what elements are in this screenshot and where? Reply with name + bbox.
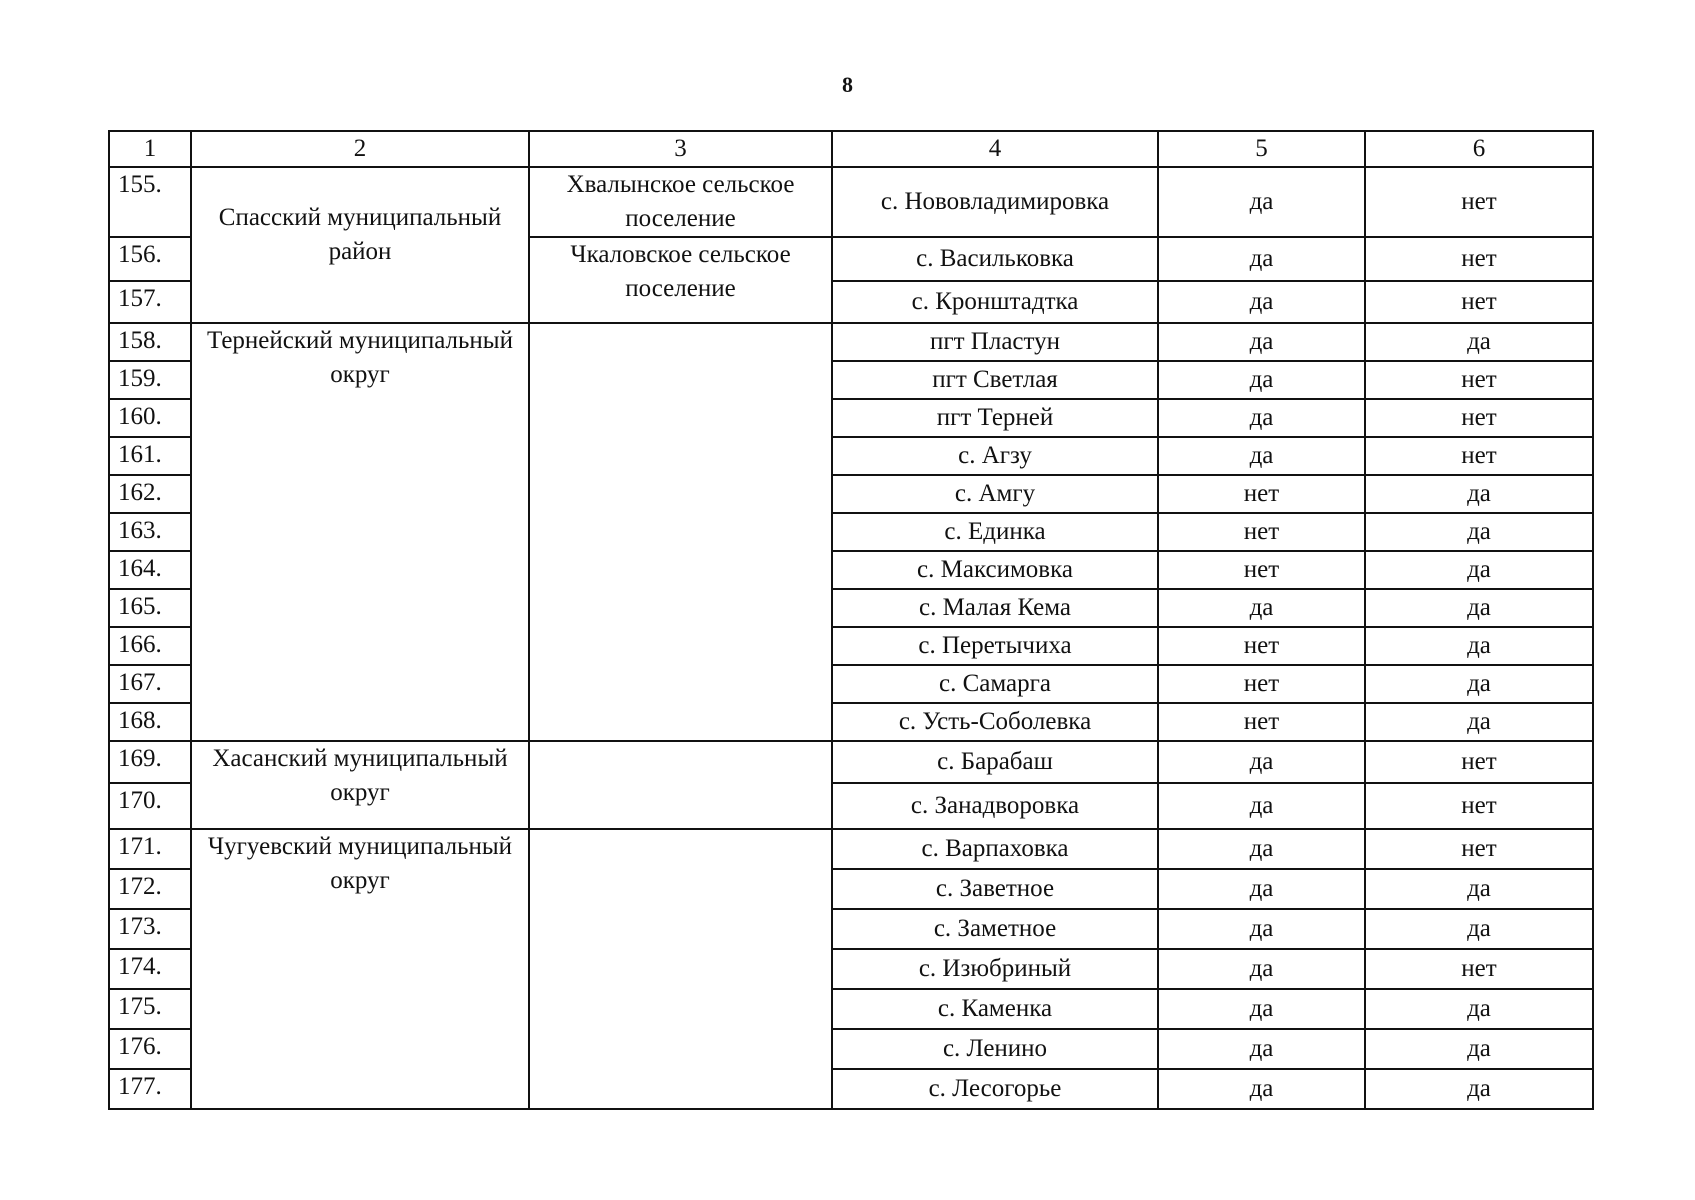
place-cell: с. Максимовка bbox=[832, 551, 1158, 589]
place-cell: пгт Светлая bbox=[832, 361, 1158, 399]
column-5-cell: да bbox=[1158, 1029, 1365, 1069]
column-5-cell: да bbox=[1158, 589, 1365, 627]
row-number: 177. bbox=[109, 1069, 191, 1109]
header-row bbox=[109, 131, 1593, 167]
column-header: 2 bbox=[191, 131, 529, 167]
row-number: 162. bbox=[109, 475, 191, 513]
row-number: 155. bbox=[109, 167, 191, 237]
column-6-cell: нет bbox=[1365, 281, 1593, 323]
column-5-cell: нет bbox=[1158, 475, 1365, 513]
column-6-cell: нет bbox=[1365, 829, 1593, 869]
column-6-cell: да bbox=[1365, 1069, 1593, 1109]
district-cell: Чугуевский муниципальный округ bbox=[191, 829, 529, 1109]
row-number: 158. bbox=[109, 323, 191, 361]
row-number: 168. bbox=[109, 703, 191, 741]
column-5-cell: да bbox=[1158, 829, 1365, 869]
column-5-cell: да bbox=[1158, 869, 1365, 909]
column-5-cell: нет bbox=[1158, 627, 1365, 665]
column-5-cell: да bbox=[1158, 909, 1365, 949]
place-cell: с. Агзу bbox=[832, 437, 1158, 475]
row-number: 159. bbox=[109, 361, 191, 399]
page-number: 8 bbox=[842, 72, 853, 97]
column-5-cell: да bbox=[1158, 437, 1365, 475]
row-number: 164. bbox=[109, 551, 191, 589]
row-number: 165. bbox=[109, 589, 191, 627]
place-cell: с. Нововладимировка bbox=[832, 167, 1158, 237]
column-header: 6 bbox=[1365, 131, 1593, 167]
place-cell: с. Единка bbox=[832, 513, 1158, 551]
column-5-cell: нет bbox=[1158, 551, 1365, 589]
column-5-cell: да bbox=[1158, 989, 1365, 1029]
row-number: 161. bbox=[109, 437, 191, 475]
column-6-cell: нет bbox=[1365, 783, 1593, 829]
column-6-cell: да bbox=[1365, 551, 1593, 589]
row-number: 171. bbox=[109, 829, 191, 869]
column-header: 3 bbox=[529, 131, 832, 167]
column-6-cell: да bbox=[1365, 589, 1593, 627]
row-number: 175. bbox=[109, 989, 191, 1029]
column-5-cell: нет bbox=[1158, 513, 1365, 551]
row-number: 174. bbox=[109, 949, 191, 989]
column-6-cell: да bbox=[1365, 989, 1593, 1029]
column-6-cell: да bbox=[1365, 627, 1593, 665]
place-cell: с. Самарга bbox=[832, 665, 1158, 703]
place-cell: с. Лесогорье bbox=[832, 1069, 1158, 1109]
column-6-cell: нет bbox=[1365, 237, 1593, 281]
place-cell: с. Изюбриный bbox=[832, 949, 1158, 989]
district-cell: Спасский муниципальный район bbox=[191, 167, 529, 323]
table-row bbox=[109, 829, 1593, 869]
settlement-cell bbox=[529, 323, 832, 741]
settlement-cell: Чкаловское сельское поселение bbox=[529, 237, 832, 323]
column-6-cell: да bbox=[1365, 665, 1593, 703]
place-cell: с. Варпаховка bbox=[832, 829, 1158, 869]
row-number: 172. bbox=[109, 869, 191, 909]
column-6-cell: да bbox=[1365, 869, 1593, 909]
column-6-cell: да bbox=[1365, 513, 1593, 551]
place-cell: с. Перетычиха bbox=[832, 627, 1158, 665]
table-row bbox=[109, 323, 1593, 361]
place-cell: с. Занадворовка bbox=[832, 783, 1158, 829]
column-5-cell: да bbox=[1158, 399, 1365, 437]
place-cell: пгт Пластун bbox=[832, 323, 1158, 361]
column-6-cell: нет bbox=[1365, 741, 1593, 783]
column-5-cell: да bbox=[1158, 167, 1365, 237]
district-cell: Хасанский муниципальный округ bbox=[191, 741, 529, 829]
table-body bbox=[109, 167, 1593, 1109]
column-header: 5 bbox=[1158, 131, 1365, 167]
column-5-cell: да bbox=[1158, 949, 1365, 989]
column-6-cell: нет bbox=[1365, 949, 1593, 989]
row-number: 163. bbox=[109, 513, 191, 551]
settlements-table bbox=[108, 130, 1594, 1110]
column-5-cell: да bbox=[1158, 783, 1365, 829]
place-cell: с. Заветное bbox=[832, 869, 1158, 909]
column-6-cell: да bbox=[1365, 475, 1593, 513]
settlement-cell: Хвалынское сельское поселение bbox=[529, 167, 832, 237]
place-cell: с. Малая Кема bbox=[832, 589, 1158, 627]
row-number: 160. bbox=[109, 399, 191, 437]
table-row bbox=[109, 741, 1593, 783]
column-5-cell: да bbox=[1158, 741, 1365, 783]
column-5-cell: да bbox=[1158, 1069, 1365, 1109]
column-5-cell: да bbox=[1158, 361, 1365, 399]
column-5-cell: да bbox=[1158, 323, 1365, 361]
column-6-cell: да bbox=[1365, 323, 1593, 361]
place-cell: с. Кронштадтка bbox=[832, 281, 1158, 323]
column-5-cell: да bbox=[1158, 237, 1365, 281]
column-5-cell: нет bbox=[1158, 665, 1365, 703]
row-number: 167. bbox=[109, 665, 191, 703]
column-6-cell: нет bbox=[1365, 361, 1593, 399]
column-6-cell: нет bbox=[1365, 167, 1593, 237]
place-cell: с. Барабаш bbox=[832, 741, 1158, 783]
table-row bbox=[109, 167, 1593, 237]
column-6-cell: да bbox=[1365, 909, 1593, 949]
district-cell: Тернейский муниципальный округ bbox=[191, 323, 529, 741]
row-number: 169. bbox=[109, 741, 191, 783]
settlement-cell bbox=[529, 829, 832, 1109]
row-number: 157. bbox=[109, 281, 191, 323]
place-cell: с. Усть-Соболевка bbox=[832, 703, 1158, 741]
row-number: 176. bbox=[109, 1029, 191, 1069]
column-header: 1 bbox=[109, 131, 191, 167]
place-cell: с. Васильковка bbox=[832, 237, 1158, 281]
settlement-cell bbox=[529, 741, 832, 829]
place-cell: с. Ленино bbox=[832, 1029, 1158, 1069]
place-cell: с. Заметное bbox=[832, 909, 1158, 949]
place-cell: с. Каменка bbox=[832, 989, 1158, 1029]
column-header: 4 bbox=[832, 131, 1158, 167]
row-number: 156. bbox=[109, 237, 191, 281]
row-number: 173. bbox=[109, 909, 191, 949]
column-6-cell: да bbox=[1365, 1029, 1593, 1069]
place-cell: с. Амгу bbox=[832, 475, 1158, 513]
row-number: 170. bbox=[109, 783, 191, 829]
place-cell: пгт Терней bbox=[832, 399, 1158, 437]
column-6-cell: нет bbox=[1365, 437, 1593, 475]
column-5-cell: нет bbox=[1158, 703, 1365, 741]
column-6-cell: нет bbox=[1365, 399, 1593, 437]
column-6-cell: да bbox=[1365, 703, 1593, 741]
column-5-cell: да bbox=[1158, 281, 1365, 323]
row-number: 166. bbox=[109, 627, 191, 665]
